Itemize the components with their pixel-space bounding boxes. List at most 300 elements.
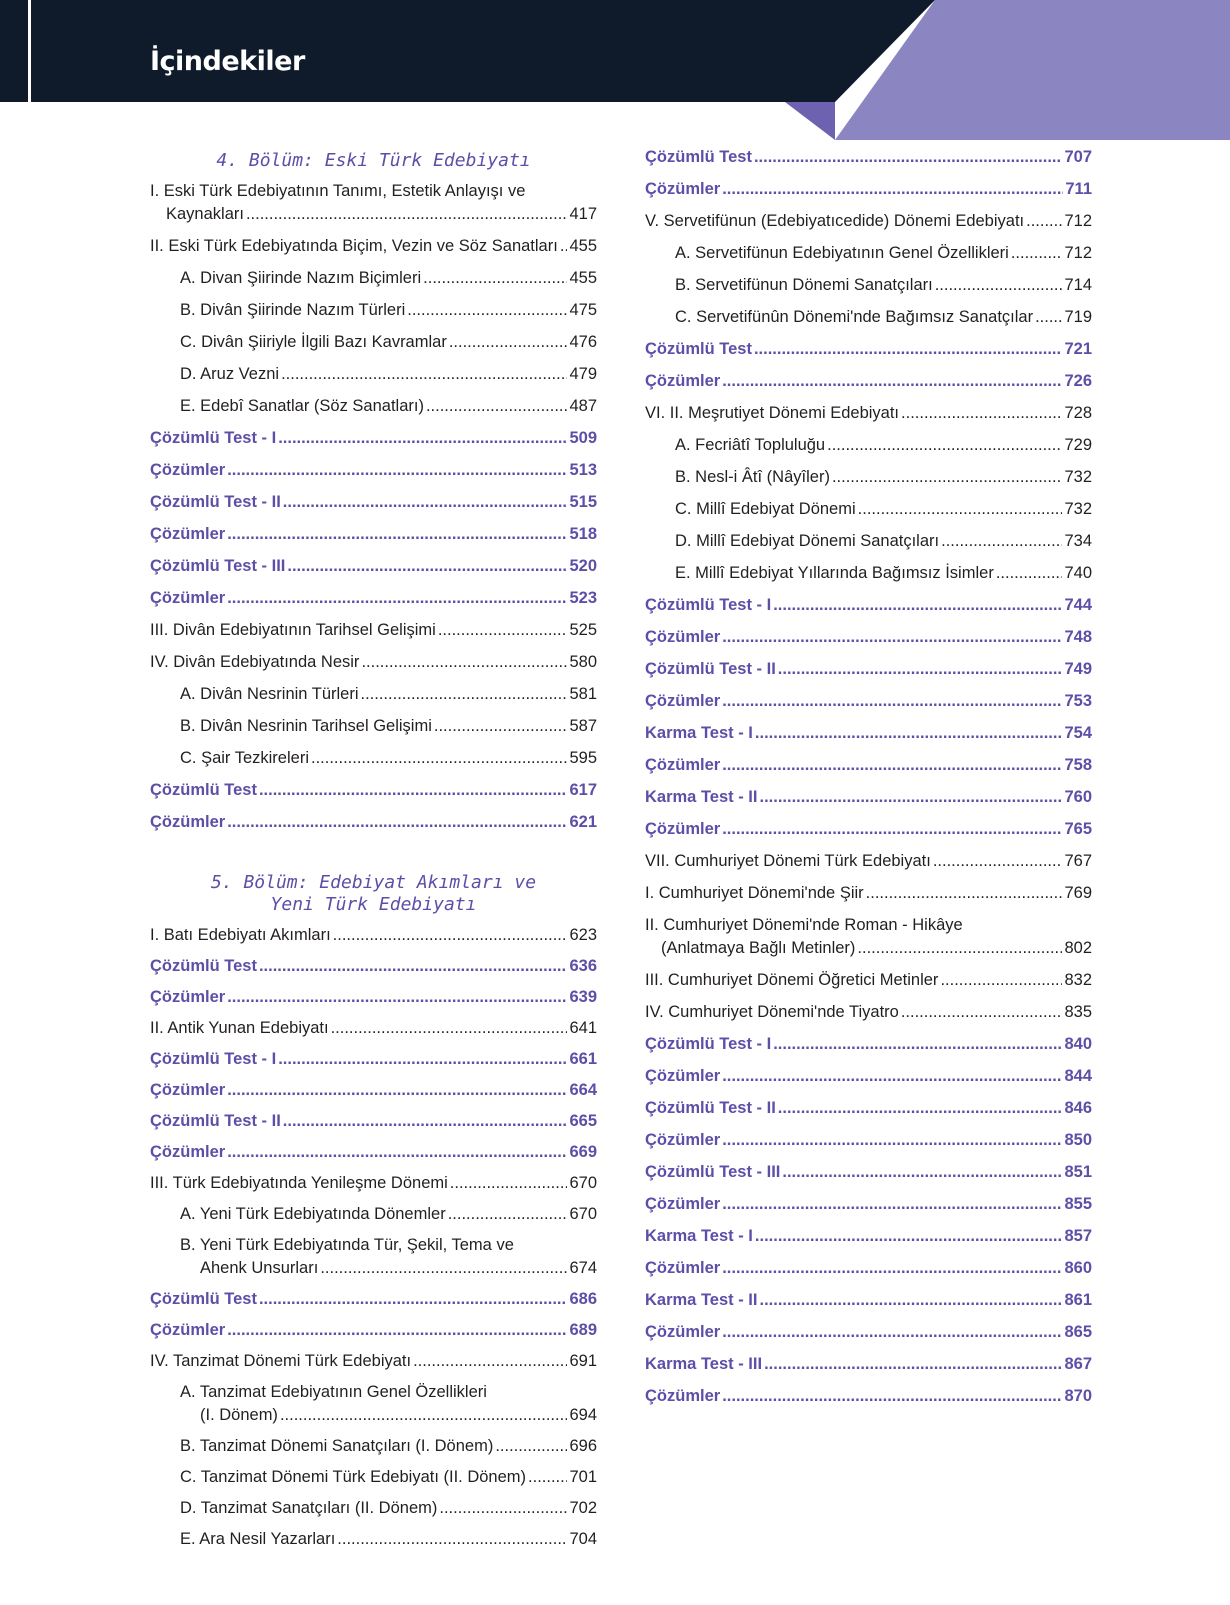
toc-entry-label: Çözümlü Test - II <box>645 660 776 678</box>
toc-entry[interactable] <box>645 274 1092 297</box>
toc-entry[interactable]: A. Tanzimat Edebiyatının Genel Özellikleri <box>180 1383 487 1401</box>
toc-entry-page-number: 860 <box>1064 1259 1092 1277</box>
toc-entry[interactable] <box>150 267 597 290</box>
toc-entry-test[interactable] <box>150 779 597 802</box>
leader-dots <box>280 1404 568 1427</box>
toc-entry[interactable] <box>150 235 597 258</box>
leader-dots <box>722 1385 1062 1408</box>
leader-dots <box>759 1289 1062 1312</box>
toc-entry-label: Çözümlü Test <box>150 781 257 799</box>
leader-dots <box>722 370 1062 393</box>
toc-entry-label: Karma Test - III <box>645 1355 763 1373</box>
leader-dots <box>495 1435 567 1458</box>
toc-entry[interactable] <box>645 937 1092 960</box>
leader-dots <box>778 1097 1063 1120</box>
toc-entry-label: Çözümler <box>150 525 226 543</box>
toc-right-column <box>645 146 1092 1408</box>
toc-entry[interactable] <box>150 1257 597 1280</box>
leader-dots <box>782 1161 1062 1184</box>
toc-entry-page-number: 867 <box>1064 1355 1092 1373</box>
toc-entry-test[interactable] <box>645 658 1092 681</box>
toc-entry-page-number: 711 <box>1065 180 1092 198</box>
toc-entry-page-number: 509 <box>569 429 597 447</box>
leader-dots <box>1011 242 1063 265</box>
toc-entry-page-number: 840 <box>1064 1035 1092 1053</box>
toc-entry-label: II. Antik Yunan Edebiyatı <box>150 1019 329 1037</box>
leader-dots <box>361 683 568 706</box>
toc-entry-label: B. Divân Nesrinin Tarihsel Gelişimi <box>180 717 432 735</box>
toc-entry-page-number: 689 <box>569 1321 597 1339</box>
toc-entry-page-number: 661 <box>569 1050 597 1068</box>
leader-dots <box>438 619 568 642</box>
toc-entry-page-number: 760 <box>1064 788 1092 806</box>
toc-entry-label: D. Millî Edebiyat Dönemi Sanatçıları <box>675 532 940 550</box>
leader-dots <box>773 594 1062 617</box>
toc-entry-label: II. Eski Türk Edebiyatında Biçim, Vezin ve Söz Sanatları <box>150 237 558 255</box>
toc-entry-page-number: 518 <box>569 525 597 543</box>
leader-dots <box>450 1172 568 1195</box>
toc-entry-label: Çözümler <box>150 1321 226 1339</box>
toc-entry-page-number: 721 <box>1064 340 1092 358</box>
leader-dots <box>722 690 1062 713</box>
toc-entry-solutions[interactable] <box>150 986 597 1009</box>
toc-entry[interactable] <box>150 331 597 354</box>
toc-entry-page-number: 832 <box>1064 971 1092 989</box>
toc-entry-solutions[interactable] <box>645 754 1092 777</box>
toc-entry[interactable] <box>645 210 1092 233</box>
leader-dots <box>858 498 1063 521</box>
page-title: İçindekiler <box>150 46 305 77</box>
toc-entry-page-number: 580 <box>569 653 597 671</box>
toc-entry-label: Çözümler <box>645 756 721 774</box>
toc-entry-page-number: 707 <box>1064 148 1092 166</box>
leader-dots <box>407 299 567 322</box>
toc-entry-label: E. Millî Edebiyat Yıllarında Bağımsız İsimler <box>675 564 994 582</box>
toc-entry-label: E. Edebî Sanatlar (Söz Sanatları) <box>180 397 424 415</box>
leader-dots <box>722 1257 1062 1280</box>
toc-entry-page-number: 728 <box>1064 404 1092 422</box>
toc-entry[interactable] <box>645 850 1092 873</box>
toc-entry-page-number: 475 <box>569 301 597 319</box>
toc-entry-solutions[interactable] <box>150 811 597 834</box>
toc-entry-label: IV. Tanzimat Dönemi Türk Edebiyatı <box>150 1352 412 1370</box>
toc-entry[interactable] <box>645 402 1092 425</box>
toc-entry[interactable] <box>645 306 1092 329</box>
leader-dots <box>940 969 1062 992</box>
toc-entry-label: Ahenk Unsurları <box>200 1259 319 1277</box>
toc-entry-page-number: 734 <box>1064 532 1092 550</box>
leader-dots <box>901 402 1062 425</box>
toc-entry[interactable] <box>150 1203 597 1226</box>
leader-dots <box>866 882 1063 905</box>
toc-entry-page-number: 696 <box>569 1437 597 1455</box>
toc-entry-label: VI. II. Meşrutiyet Dönemi Edebiyatı <box>645 404 900 422</box>
toc-entry-label: Çözümler <box>150 589 226 607</box>
toc-entry[interactable] <box>645 882 1092 905</box>
toc-entry-label: Karma Test - II <box>645 1291 758 1309</box>
toc-entry-test[interactable] <box>645 1033 1092 1056</box>
toc-entry-label: C. Şair Tezkireleri <box>180 749 309 767</box>
toc-entry-page-number: 850 <box>1064 1131 1092 1149</box>
toc-entry-label: B. Tanzimat Dönemi Sanatçıları (I. Dönem) <box>180 1437 494 1455</box>
section-heading: 4. Bölüm: Eski Türk Edebiyatı <box>216 150 531 171</box>
toc-entry-solutions[interactable] <box>150 523 597 546</box>
leader-dots <box>754 338 1063 361</box>
toc-entry-page-number: 835 <box>1064 1003 1092 1021</box>
toc-entry-label: Çözümlü Test <box>645 148 752 166</box>
leader-dots <box>413 1350 567 1373</box>
leader-dots <box>832 466 1063 489</box>
toc-entry-page-number: 455 <box>569 269 597 287</box>
toc-entry-page-number: 701 <box>569 1468 597 1486</box>
toc-entry-label: Çözümlü Test - I <box>150 1050 277 1068</box>
leader-dots <box>722 626 1062 649</box>
toc-entry-page-number: 765 <box>1064 820 1092 838</box>
toc-entry-label: Çözümlü Test <box>150 1290 257 1308</box>
toc-entry-label: A. Fecriâtî Topluluğu <box>675 436 826 454</box>
leader-dots <box>827 434 1062 457</box>
toc-entry-label: V. Servetifünun (Edebiyatıcedide) Dönemi Edebiyatı <box>645 212 1025 230</box>
toc-entry-page-number: 513 <box>569 461 597 479</box>
toc-entry-test[interactable] <box>645 1097 1092 1120</box>
toc-entry-label: III. Cumhuriyet Dönemi Öğretici Metinler <box>645 971 939 989</box>
leader-dots <box>227 986 567 1009</box>
toc-entry-page-number: 754 <box>1064 724 1092 742</box>
toc-entry-page-number: 844 <box>1064 1067 1092 1085</box>
leader-dots <box>778 658 1063 681</box>
toc-entry-test[interactable] <box>150 955 597 978</box>
toc-entry-page-number: 669 <box>569 1143 597 1161</box>
toc-entry-test[interactable] <box>645 722 1092 745</box>
toc-entry-label: Çözümlü Test <box>645 340 752 358</box>
leader-dots <box>333 924 568 947</box>
toc-entry[interactable] <box>645 1001 1092 1024</box>
toc-entry-solutions[interactable] <box>645 1065 1092 1088</box>
toc-entry-page-number: 769 <box>1064 884 1092 902</box>
leader-dots <box>439 1497 567 1520</box>
toc-entry-page-number: 641 <box>569 1019 597 1037</box>
toc-entry-page-number: 581 <box>569 685 597 703</box>
leader-dots <box>227 1319 567 1342</box>
toc-entry-label: B. Servetifünun Dönemi Sanatçıları <box>675 276 933 294</box>
toc-entry-solutions[interactable] <box>645 1385 1092 1408</box>
toc-entry-label: D. Tanzimat Sanatçıları (II. Dönem) <box>180 1499 438 1517</box>
toc-left-column <box>150 146 597 1551</box>
toc-entry-test[interactable] <box>150 1110 597 1133</box>
toc-entry-label: Çözümlü Test - II <box>150 493 281 511</box>
toc-entry-solutions[interactable] <box>645 1257 1092 1280</box>
toc-entry-solutions[interactable] <box>150 1319 597 1342</box>
leader-dots <box>423 267 567 290</box>
leader-dots <box>227 523 567 546</box>
section-heading: 5. Bölüm: Edebiyat Akımları ve Yeni Türk Edebiyatı <box>210 872 537 915</box>
toc-entry-page-number: 623 <box>569 926 597 944</box>
toc-entry-page-number: 719 <box>1064 308 1092 326</box>
toc-entry-test[interactable] <box>150 555 597 578</box>
leader-dots <box>361 651 567 674</box>
toc-entry-label: Kaynakları <box>166 205 244 223</box>
toc-entry-page-number: 857 <box>1064 1227 1092 1245</box>
toc-entry[interactable] <box>150 1404 597 1427</box>
toc-entry-label: Çözümler <box>150 813 226 831</box>
toc-entry-label: Çözümler <box>645 1067 721 1085</box>
toc-entry[interactable] <box>150 619 597 642</box>
leader-dots <box>754 146 1063 169</box>
leader-dots <box>941 530 1062 553</box>
toc-entry-page-number: 455 <box>569 237 597 255</box>
toc-entry-page-number: 670 <box>569 1174 597 1192</box>
leader-dots <box>278 1048 567 1071</box>
toc-entry-test[interactable] <box>150 427 597 450</box>
leader-dots <box>560 235 568 258</box>
toc-entry-solutions[interactable] <box>645 818 1092 841</box>
toc-entry-test[interactable] <box>645 594 1092 617</box>
toc-entry-page-number: 636 <box>569 957 597 975</box>
toc-entry-test[interactable] <box>645 146 1092 169</box>
leader-dots <box>722 1129 1062 1152</box>
toc-entry-page-number: 767 <box>1064 852 1092 870</box>
toc-entry-page-number: 846 <box>1064 1099 1092 1117</box>
toc-entry-page-number: 729 <box>1064 436 1092 454</box>
toc-entry-label: III. Divân Edebiyatının Tarihsel Gelişimi <box>150 621 436 639</box>
toc-entry-solutions[interactable] <box>645 626 1092 649</box>
toc-entry-label: IV. Cumhuriyet Dönemi'nde Tiyatro <box>645 1003 899 1021</box>
toc-entry-label: I. Cumhuriyet Dönemi'nde Şiir <box>645 884 864 902</box>
toc-entry[interactable] <box>150 1435 597 1458</box>
toc-entry-label: Çözümler <box>645 1131 721 1149</box>
toc-entry[interactable]: II. Cumhuriyet Dönemi'nde Roman - Hikâye <box>645 916 963 934</box>
leader-dots <box>227 811 567 834</box>
toc-entry-page-number: 732 <box>1064 500 1092 518</box>
toc-entry-page-number: 726 <box>1064 372 1092 390</box>
leader-dots <box>311 747 567 770</box>
toc-entry[interactable] <box>645 969 1092 992</box>
leader-dots <box>901 1001 1063 1024</box>
toc-entry-page-number: 758 <box>1064 756 1092 774</box>
toc-entry[interactable] <box>150 651 597 674</box>
toc-entry-page-number: 740 <box>1064 564 1092 582</box>
toc-entry-label: B. Divân Şiirinde Nazım Türleri <box>180 301 406 319</box>
toc-entry-test[interactable] <box>150 1288 597 1311</box>
toc-entry-solutions[interactable] <box>645 370 1092 393</box>
leader-dots <box>722 818 1062 841</box>
toc-entry-label: Çözümler <box>150 1081 226 1099</box>
leader-dots <box>278 427 567 450</box>
toc-entry-page-number: 749 <box>1064 660 1092 678</box>
leader-dots <box>287 555 567 578</box>
toc-entry-label: Çözümlü Test <box>150 957 257 975</box>
leader-dots <box>449 331 568 354</box>
toc-entry-page-number: 851 <box>1064 1163 1092 1181</box>
toc-entry[interactable] <box>150 1466 597 1489</box>
leader-dots <box>426 395 568 418</box>
toc-entry[interactable] <box>150 1172 597 1195</box>
toc-entry-page-number: 525 <box>569 621 597 639</box>
toc-entry-solutions[interactable] <box>645 1193 1092 1216</box>
toc-entry[interactable] <box>150 363 597 386</box>
leader-dots <box>755 722 1063 745</box>
leader-dots <box>320 1257 567 1280</box>
toc-entry[interactable] <box>150 203 597 226</box>
toc-entry-test[interactable] <box>150 1048 597 1071</box>
toc-entry[interactable] <box>150 1350 597 1373</box>
toc-entry-label: Çözümlü Test - II <box>645 1099 776 1117</box>
toc-entry-page-number: 523 <box>569 589 597 607</box>
toc-entry-label: III. Türk Edebiyatında Yenileşme Dönemi <box>150 1174 448 1192</box>
leader-dots <box>227 587 567 610</box>
leader-dots <box>722 754 1062 777</box>
toc-entry-label: Çözümlü Test - I <box>645 1035 772 1053</box>
toc-entry-page-number: 515 <box>569 493 597 511</box>
toc-entry-page-number: 691 <box>569 1352 597 1370</box>
toc-entry-solutions[interactable] <box>150 1141 597 1164</box>
toc-entry-page-number: 865 <box>1064 1323 1092 1341</box>
toc-entry-page-number: 417 <box>569 205 597 223</box>
leader-dots <box>857 937 1062 960</box>
toc-entry-label: Çözümler <box>645 820 721 838</box>
leader-dots <box>764 1353 1062 1376</box>
toc-entry-solutions[interactable] <box>150 459 597 482</box>
leader-dots <box>722 178 1063 201</box>
toc-entry-label: Çözümlü Test - I <box>645 596 772 614</box>
leader-dots <box>337 1528 567 1551</box>
toc-entry-page-number: 639 <box>569 988 597 1006</box>
leader-dots <box>283 491 568 514</box>
toc-entry[interactable] <box>150 747 597 770</box>
leader-dots <box>448 1203 568 1226</box>
toc-entry-test[interactable] <box>150 491 597 514</box>
toc-entry[interactable] <box>150 924 597 947</box>
toc-entry-label: C. Divân Şiiriyle İlgili Bazı Kavramlar <box>180 333 447 351</box>
leader-dots <box>996 562 1063 585</box>
toc-entry-page-number: 855 <box>1064 1195 1092 1213</box>
toc-entry-label: C. Tanzimat Dönemi Türk Edebiyatı (II. Dönem) <box>180 1468 527 1486</box>
toc-entry-label: Çözümlü Test - II <box>150 1112 281 1130</box>
leader-dots <box>1026 210 1062 233</box>
toc-entry-label: C. Millî Edebiyat Dönemi <box>675 500 856 518</box>
toc-entry[interactable]: B. Yeni Türk Edebiyatında Tür, Şekil, Tema ve <box>180 1236 514 1254</box>
leader-dots <box>434 715 568 738</box>
toc-entry-page-number: 479 <box>569 365 597 383</box>
leader-dots <box>331 1017 568 1040</box>
toc-entry[interactable] <box>645 242 1092 265</box>
toc-entry-label: Karma Test - I <box>645 1227 753 1245</box>
toc-entry-label: B. Nesl-i Âtî (Nâyîler) <box>675 468 830 486</box>
toc-entry-page-number: 595 <box>569 749 597 767</box>
toc-entry-label: IV. Divân Edebiyatında Nesir <box>150 653 360 671</box>
toc-entry-page-number: 670 <box>569 1205 597 1223</box>
toc-entry[interactable] <box>645 466 1092 489</box>
toc-entry[interactable] <box>150 1017 597 1040</box>
toc-entry-page-number: 802 <box>1064 939 1092 957</box>
toc-entry-page-number: 487 <box>569 397 597 415</box>
toc-entry-solutions[interactable] <box>645 690 1092 713</box>
toc-entry[interactable] <box>150 299 597 322</box>
toc-entry[interactable] <box>150 715 597 738</box>
toc-entry-label: (Anlatmaya Bağlı Metinler) <box>661 939 856 957</box>
toc-entry-label: I. Batı Edebiyatı Akımları <box>150 926 331 944</box>
toc-entry-page-number: 674 <box>569 1259 597 1277</box>
toc-entry-test[interactable] <box>645 1289 1092 1312</box>
toc-entry-label: Çözümler <box>645 1323 721 1341</box>
leader-dots <box>259 779 568 802</box>
toc-entry-page-number: 664 <box>569 1081 597 1099</box>
toc-entry[interactable] <box>645 498 1092 521</box>
toc-entry-page-number: 704 <box>569 1530 597 1548</box>
leader-dots <box>281 363 567 386</box>
leader-dots <box>722 1065 1062 1088</box>
toc-entry-label: Çözümlü Test - I <box>150 429 277 447</box>
page-header <box>0 0 1230 140</box>
toc-entry[interactable]: I. Eski Türk Edebiyatının Tanımı, Estetik Anlayışı ve <box>150 182 526 200</box>
leader-dots <box>528 1466 567 1489</box>
toc-entry-page-number: 712 <box>1064 212 1092 230</box>
toc-entry-solutions[interactable] <box>645 1321 1092 1344</box>
leader-dots <box>722 1193 1062 1216</box>
toc-entry-page-number: 476 <box>569 333 597 351</box>
toc-entry-label: A. Servetifünun Edebiyatının Genel Özellikleri <box>675 244 1009 262</box>
leader-dots <box>283 1110 568 1133</box>
toc-entry-test[interactable] <box>645 338 1092 361</box>
toc-entry[interactable] <box>150 1528 597 1551</box>
leader-dots <box>227 1141 567 1164</box>
leader-dots <box>755 1225 1063 1248</box>
toc-entry-label: C. Servetifünûn Dönemi'nde Bağımsız Sanatçılar <box>675 308 1034 326</box>
toc-entry-page-number: 753 <box>1064 692 1092 710</box>
toc-entry-label: Çözümler <box>645 372 721 390</box>
toc-entry-label: E. Ara Nesil Yazarları <box>180 1530 336 1548</box>
toc-entry-page-number: 621 <box>569 813 597 831</box>
toc-entry-label: Çözümler <box>645 1195 721 1213</box>
toc-entry-solutions[interactable] <box>150 1079 597 1102</box>
leader-dots <box>722 1321 1062 1344</box>
leader-dots <box>759 786 1062 809</box>
toc-entry-page-number: 686 <box>569 1290 597 1308</box>
toc-entry[interactable] <box>150 395 597 418</box>
toc-entry[interactable] <box>645 562 1092 585</box>
toc-entry-label: Çözümler <box>645 180 721 198</box>
leader-dots <box>935 274 1063 297</box>
toc-entry-label: D. Aruz Vezni <box>180 365 280 383</box>
toc-entry-label: Çözümler <box>645 1387 721 1405</box>
toc-entry-label: A. Divân Nesrinin Türleri <box>180 685 359 703</box>
toc-entry-page-number: 744 <box>1064 596 1092 614</box>
toc-entry[interactable] <box>645 434 1092 457</box>
toc-entry-solutions[interactable] <box>645 178 1092 201</box>
leader-dots <box>933 850 1063 873</box>
toc-entry[interactable] <box>150 1497 597 1520</box>
toc-entry[interactable] <box>150 683 597 706</box>
toc-entry-solutions[interactable] <box>150 587 597 610</box>
toc-entry[interactable] <box>645 530 1092 553</box>
toc-entry-test[interactable] <box>645 1353 1092 1376</box>
toc-entry-test[interactable] <box>645 1225 1092 1248</box>
toc-entry-label: A. Yeni Türk Edebiyatında Dönemler <box>180 1205 446 1223</box>
toc-entry-page-number: 748 <box>1064 628 1092 646</box>
toc-entry-label: Çözümlü Test - III <box>645 1163 781 1181</box>
toc-entry-solutions[interactable] <box>645 1129 1092 1152</box>
toc-entry-page-number: 732 <box>1064 468 1092 486</box>
leader-dots <box>773 1033 1062 1056</box>
leader-dots <box>246 203 568 226</box>
leader-dots <box>1035 306 1062 329</box>
toc-entry-page-number: 702 <box>569 1499 597 1517</box>
toc-entry-label: A. Divan Şiirinde Nazım Biçimleri <box>180 269 422 287</box>
leader-dots <box>227 459 567 482</box>
toc-entry-test[interactable] <box>645 786 1092 809</box>
toc-entry-page-number: 665 <box>569 1112 597 1130</box>
toc-entry-test[interactable] <box>645 1161 1092 1184</box>
